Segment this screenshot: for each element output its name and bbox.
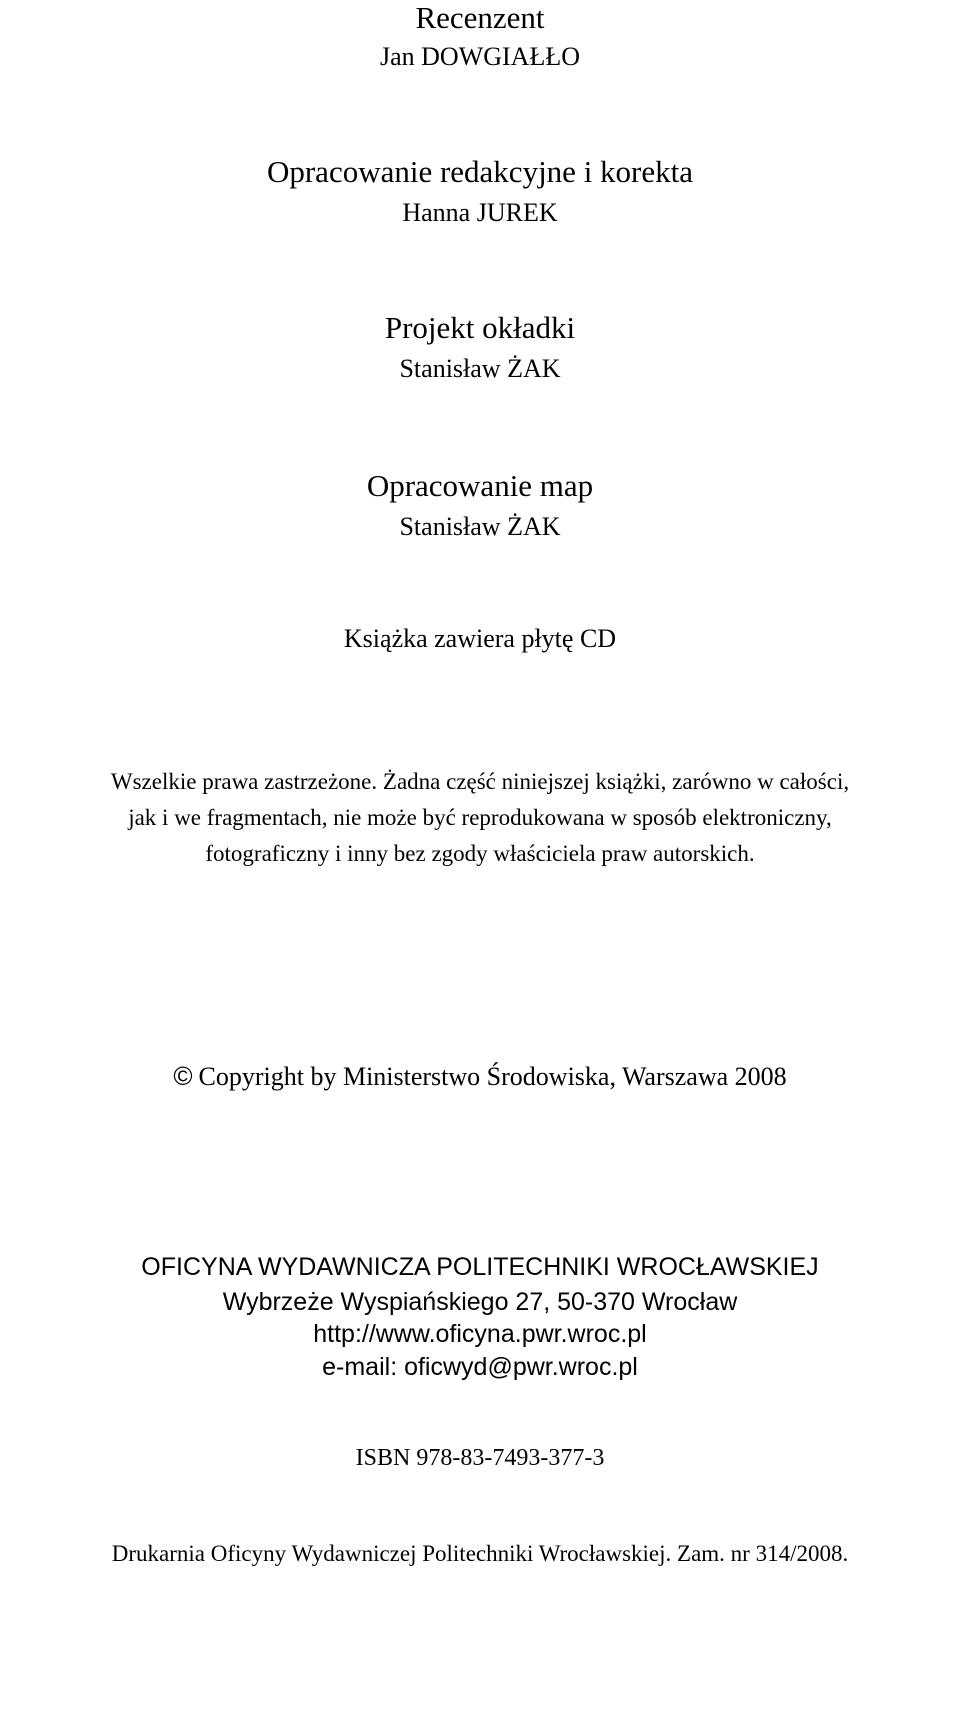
credit-role-cover: Projekt okładki	[384, 310, 576, 345]
credit-name-maps: Stanisław ŻAK	[399, 512, 561, 541]
rights-line-1: Wszelkie prawa zastrzeżone. Żadna część niniejszej książki, zarówno w całości,	[110, 769, 850, 794]
credit-name-reviewer: Jan DOWGIAŁŁO	[379, 42, 580, 71]
isbn: ISBN 978-83-7493-377-3	[355, 1445, 605, 1471]
copyright-line	[0, 1063, 960, 1090]
publisher-url[interactable]: http://www.oficyna.pwr.wroc.pl	[313, 1320, 647, 1348]
cd-note: Książka zawiera płytę CD	[343, 624, 617, 653]
rights-line-2: jak i we fragmentach, nie może być reprodukowana w sposób elektroniczny,	[128, 805, 832, 830]
credit-role-reviewer: Recenzent	[415, 0, 545, 35]
rights-line-3: fotograficzny i inny bez zgody właściciela praw autorskich.	[205, 841, 755, 866]
credit-role-maps: Opracowanie map	[366, 468, 594, 503]
publisher-name: OFICYNA WYDAWNICZA POLITECHNIKI WROCŁAWSKIEJ	[141, 1253, 819, 1281]
publisher-email[interactable]: e-mail: oficwyd@pwr.wroc.pl	[322, 1353, 638, 1381]
publisher-address: Wybrzeże Wyspiańskiego 27, 50-370 Wrocław	[222, 1288, 738, 1316]
copyright-icon: ©	[173, 1061, 193, 1091]
credit-name-editing: Hanna JUREK	[402, 198, 558, 227]
printer-line: Drukarnia Oficyny Wydawniczej Politechniki Wrocławskiej. Zam. nr 314/2008.	[111, 1541, 849, 1566]
copyright-text: Copyright by Ministerstwo Środowiska, Warszawa 2008	[198, 1062, 787, 1091]
credit-name-cover: Stanisław ŻAK	[399, 354, 561, 383]
credit-role-editing: Opracowanie redakcyjne i korekta	[266, 154, 694, 189]
